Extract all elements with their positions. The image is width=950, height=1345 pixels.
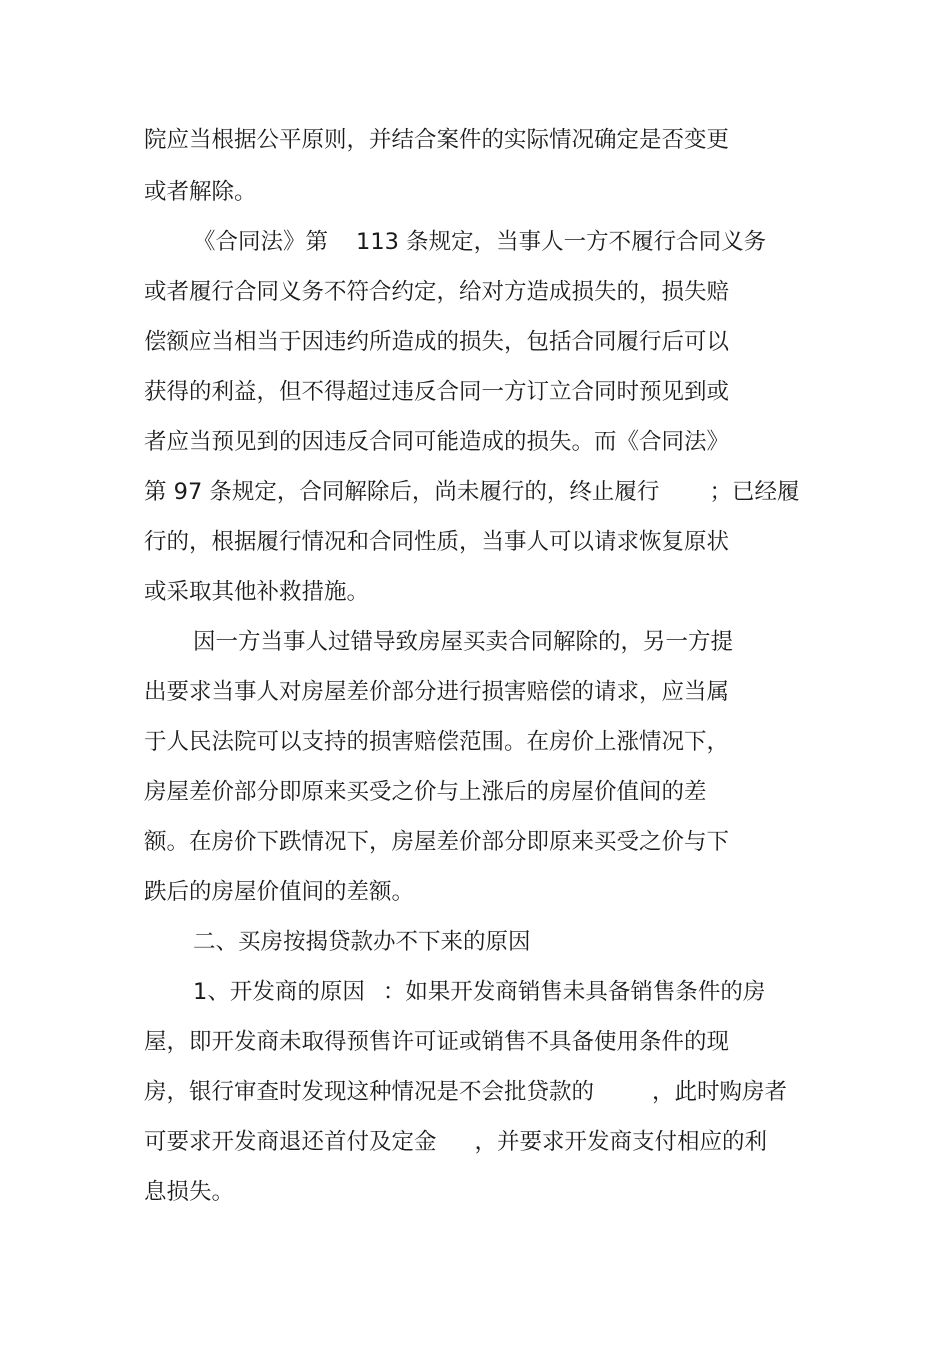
section-heading: 二、买房按揭贷款办不下来的原因 [193,929,531,955]
text-line-2: 或者解除。 [144,179,257,205]
text-line-5: 偿额应当相当于因违约所造成的损失，包括合同履行后可以 [144,329,730,355]
text-line-19: 屋，即开发商未取得预售许可证或销售不具备使用条件的现 [144,1029,730,1055]
text-line-22: 息损失。 [144,1179,235,1205]
text-line-10: 或采取其他补救措施。 [144,579,370,605]
text-line-9: 行的，根据履行情况和合同性质，当事人可以请求恢复原状 [144,529,730,555]
text-line-13: 于人民法院可以支持的损害赔偿范围。在房价上涨情况下， [144,729,730,755]
text-line-7: 者应当预见到的因违反合同可能造成的损失。而《合同法》 [144,429,730,455]
text-line-21: 可要求开发商退还首付及定金 ，并要求开发商支付相应的利 [144,1129,768,1155]
text-line-12: 出要求当事人对房屋差价部分进行损害赔偿的请求，应当属 [144,679,730,705]
text-line-20: 房，银行审查时发现这种情况是不会批贷款的 ，此时购房者 [144,1079,788,1105]
text-line-3: 《合同法》第 113 条规定，当事人一方不履行合同义务 [193,229,767,255]
text-line-14: 房屋差价部分即原来买受之价与上涨后的房屋价值间的差 [144,779,707,805]
text-line-1: 院应当根据公平原则，并结合案件的实际情况确定是否变更 [144,127,730,153]
text-line-15: 额。在房价下跌情况下，房屋差价部分即原来买受之价与下 [144,829,730,855]
text-line-6: 获得的利益，但不得超过违反合同一方订立合同时预见到或 [144,379,730,405]
text-line-16: 跌后的房屋价值间的差额。 [144,879,415,905]
text-line-11: 因一方当事人过错导致房屋买卖合同解除的，另一方提 [193,629,734,655]
text-line-4: 或者履行合同义务不符合约定，给对方造成损失的，损失赔 [144,279,730,305]
text-line-18: 1、开发商的原因 ：如果开发商销售未具备销售条件的房 [193,979,766,1005]
text-line-8: 第 97 条规定，合同解除后，尚未履行的，终止履行 ；已经履 [144,479,800,505]
